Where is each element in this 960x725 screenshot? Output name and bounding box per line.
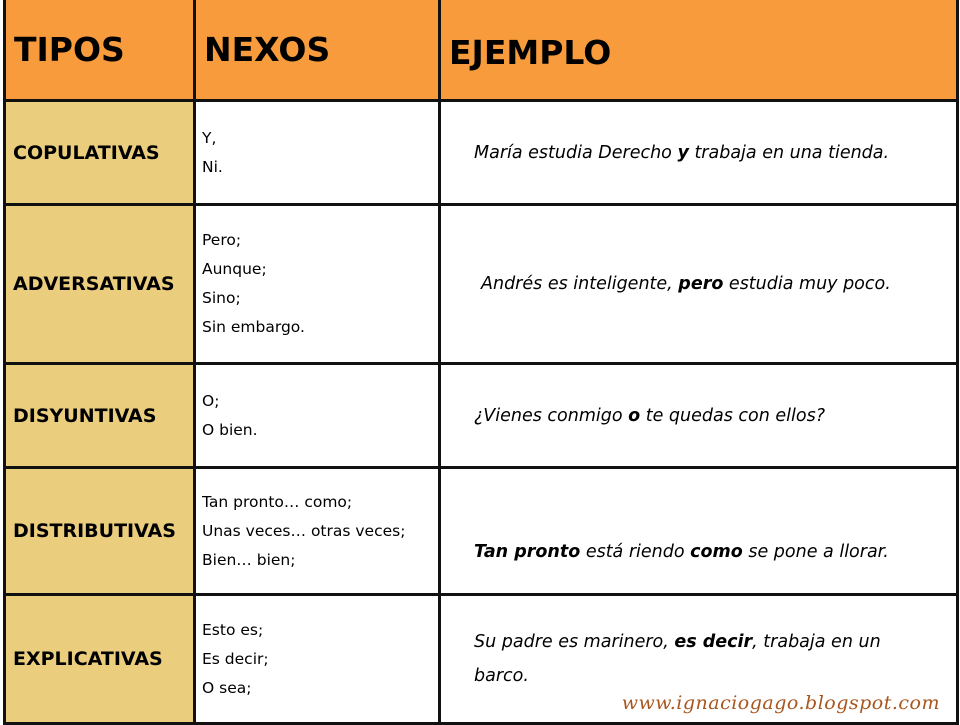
nexo-item: Bien… bien; xyxy=(202,550,296,569)
highlighted-connector: Tan pronto xyxy=(474,542,581,562)
nexo-item: O sea; xyxy=(202,678,252,697)
example-text: Andrés es inteligente, xyxy=(481,274,679,294)
table-row xyxy=(5,468,958,595)
highlighted-connector: y xyxy=(677,142,689,163)
nexos-cell xyxy=(195,101,440,205)
nexo-item: O; xyxy=(202,391,220,410)
header-row xyxy=(5,0,958,101)
tipo-cell: COPULATIVAS xyxy=(5,101,195,205)
table-row xyxy=(5,364,958,468)
nexo-item: Tan pronto… como; xyxy=(202,492,353,511)
example-text: estudia muy poco. xyxy=(723,274,891,294)
nexo-item: Y, xyxy=(202,128,217,147)
connectors-table xyxy=(3,0,959,725)
nexos-cell xyxy=(195,205,440,364)
example-text: se pone a llorar. xyxy=(742,542,889,562)
ejemplo-cell xyxy=(440,364,958,468)
nexo-item: Esto es; xyxy=(202,620,264,639)
tipo-cell: DISTRIBUTIVAS xyxy=(5,468,195,595)
tipo-cell: ADVERSATIVAS xyxy=(5,205,195,364)
example-text: trabaja en una tienda. xyxy=(688,142,890,163)
ejemplo-cell xyxy=(440,205,958,364)
tipo-cell: EXPLICATIVAS xyxy=(5,595,195,724)
highlighted-connector: pero xyxy=(678,274,724,294)
tipo-cell: DISYUNTIVAS xyxy=(5,364,195,468)
example-text: está riendo xyxy=(580,542,691,562)
table-row xyxy=(5,205,958,364)
watermark: www.ignaciogago.blogspot.com xyxy=(621,692,940,714)
nexo-item: Pero; xyxy=(202,231,242,249)
highlighted-connector: como xyxy=(690,542,743,562)
nexo-item: O bien. xyxy=(202,420,258,439)
example-text: Su padre es marinero, xyxy=(474,632,675,652)
nexos-cell xyxy=(195,595,440,724)
ejemplo-cell xyxy=(440,101,958,205)
table-row xyxy=(5,101,958,205)
nexo-item: Unas veces… otras veces; xyxy=(202,521,406,540)
nexo-item: Es decir; xyxy=(202,649,269,668)
header-tipos: TIPOS xyxy=(5,0,195,101)
highlighted-connector: es decir xyxy=(674,632,753,652)
nexo-item: Ni. xyxy=(202,157,223,176)
nexo-item: Aunque; xyxy=(202,260,267,278)
header-ejemplo: EJEMPLO xyxy=(440,0,958,101)
nexo-item: Sin embargo. xyxy=(202,318,305,336)
nexos-cell xyxy=(195,364,440,468)
example-text: te quedas con ellos? xyxy=(640,405,825,426)
nexos-cell xyxy=(195,468,440,595)
nexo-item: Sino; xyxy=(202,289,241,307)
example-text: ¿Vienes conmigo xyxy=(474,405,629,426)
header-nexos: NEXOS xyxy=(195,0,440,101)
example-text: , trabaja en un barco. xyxy=(474,632,881,686)
ejemplo-cell xyxy=(440,468,958,595)
example-text: María estudia Derecho xyxy=(474,142,678,163)
highlighted-connector: o xyxy=(628,405,641,426)
